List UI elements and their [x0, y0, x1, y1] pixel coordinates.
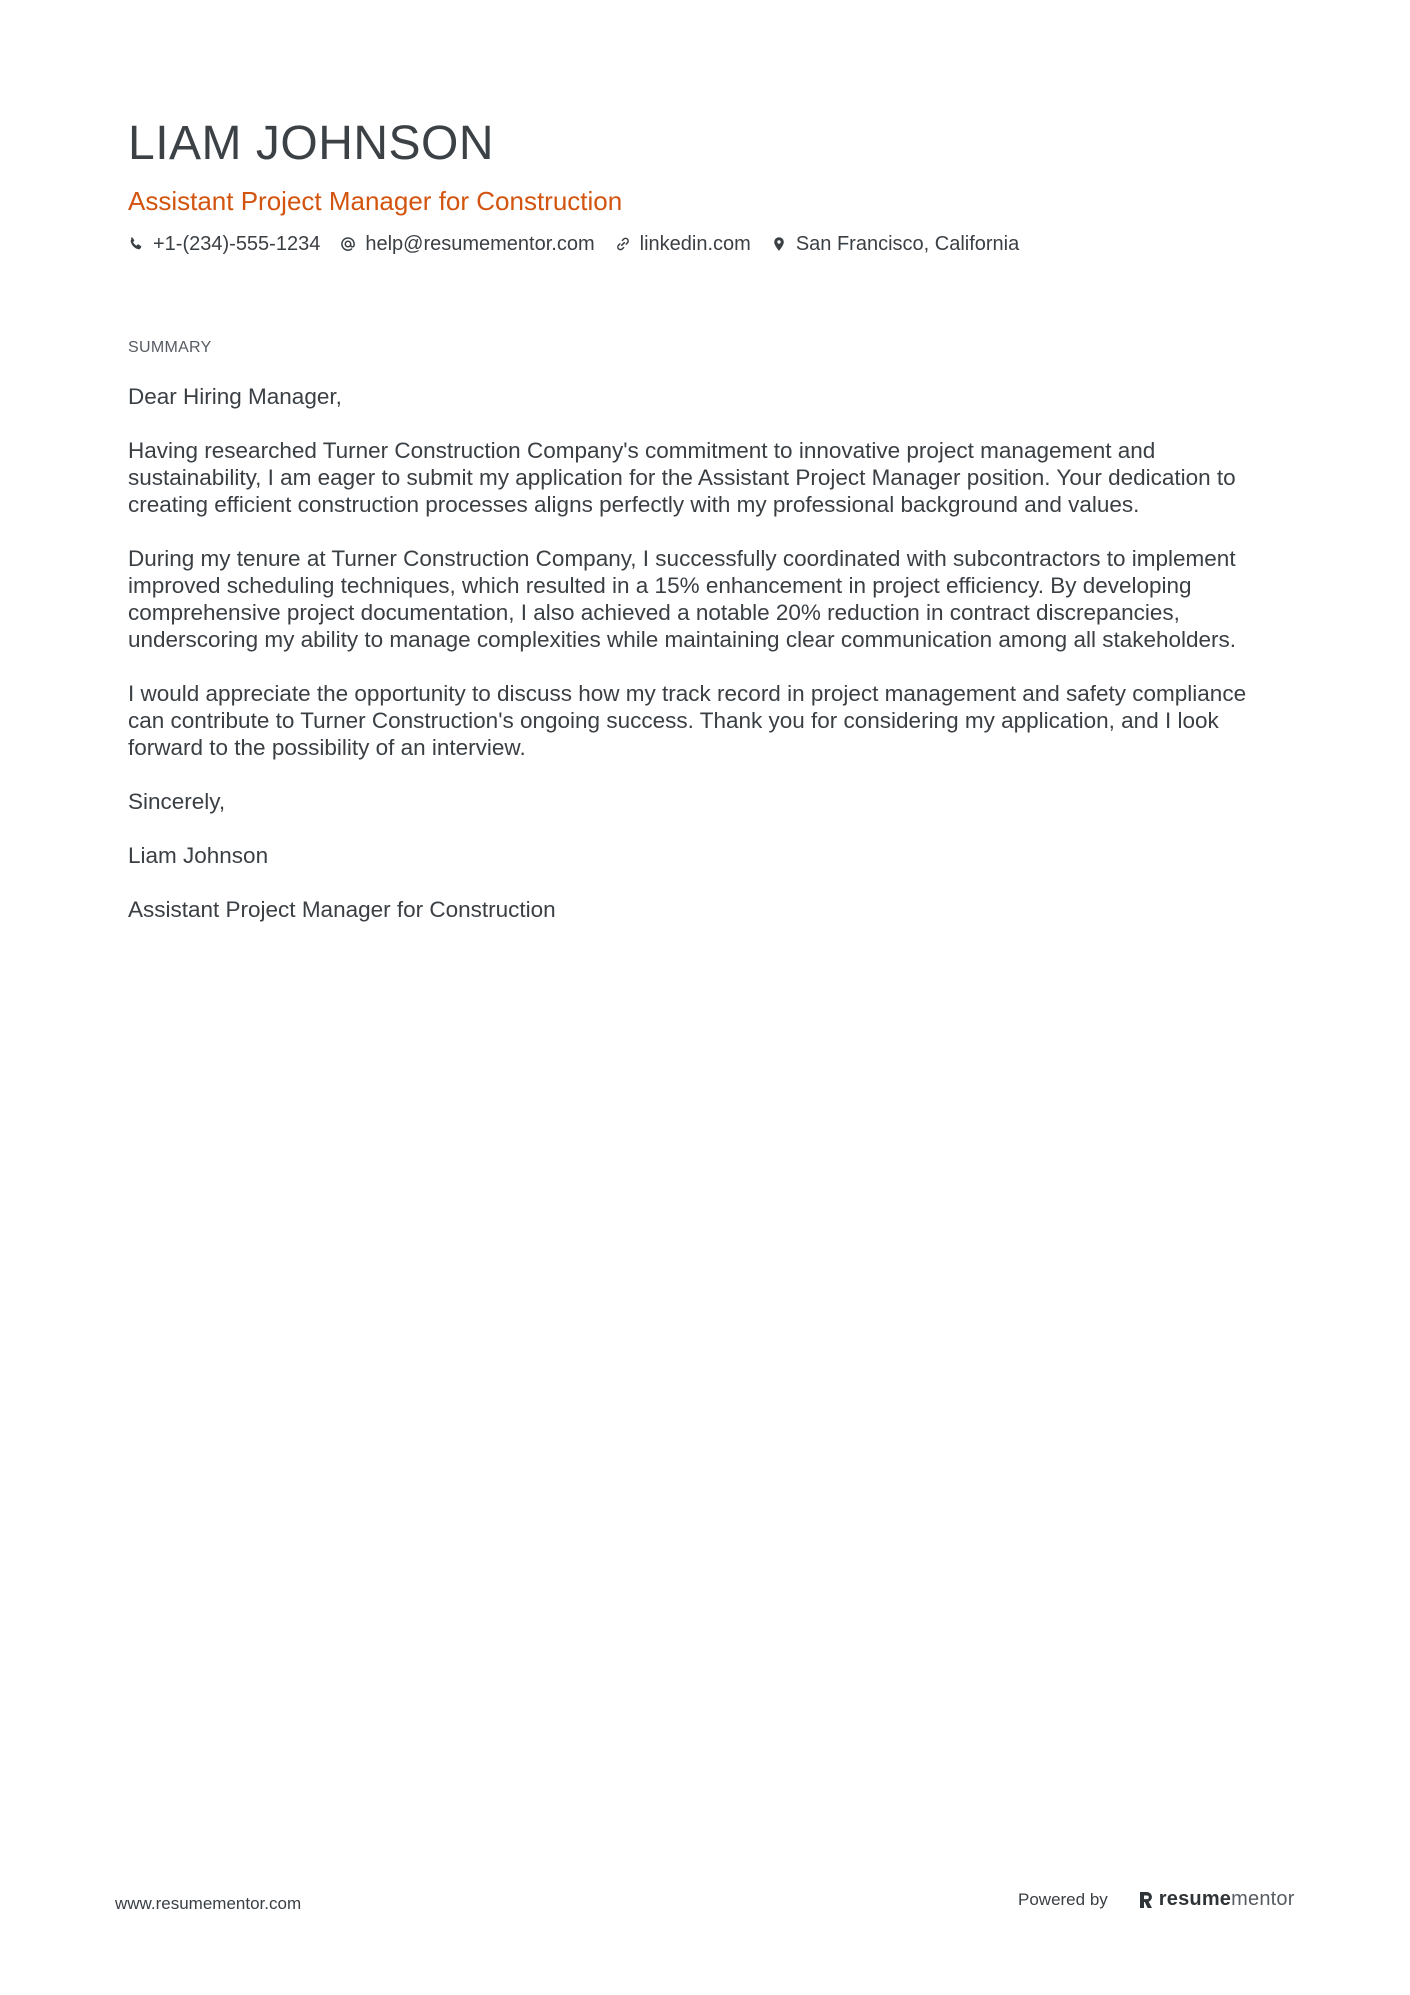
- contact-linkedin[interactable]: [615, 230, 751, 258]
- closing: Sincerely,: [128, 789, 226, 814]
- powered-by-label: Powered by: [1018, 1889, 1108, 1909]
- resumementor-logo[interactable]: [1138, 1888, 1295, 1911]
- link-icon: [615, 236, 631, 252]
- contact-email[interactable]: [340, 230, 594, 258]
- contact-location: [771, 230, 1019, 258]
- letter-body: [128, 383, 1278, 950]
- contact-phone-text: +1-(234)-555-1234: [153, 233, 321, 255]
- phone-icon: [128, 236, 144, 252]
- salutation: Dear Hiring Manager,: [128, 384, 342, 409]
- brand-wordmark-bold: resume: [1158, 1888, 1232, 1910]
- brand-wordmark: [1159, 1888, 1295, 1911]
- footer-website-link[interactable]: www.resumementor.com: [115, 1894, 302, 1913]
- at-icon: [340, 236, 356, 252]
- candidate-name: LIAM JOHNSON: [128, 117, 495, 170]
- job-title: Assistant Project Manager for Construction: [128, 186, 623, 216]
- header: [128, 112, 1288, 258]
- signature-name: Liam Johnson: [128, 843, 269, 868]
- contact-linkedin-text: linkedin.com: [639, 233, 751, 255]
- location-pin-icon: [771, 236, 787, 252]
- signature-title: Assistant Project Manager for Construction: [128, 897, 556, 922]
- letter-paragraph: Having researched Turner Construction Company's commitment to innovative project management and sustainability, I am eager to submit my application for the Assistant Project Manager position. Your dedication to creating efficient construction processes aligns perfectly with my professional background and values.: [128, 438, 1236, 517]
- footer-branding: [1018, 1888, 1295, 1911]
- contact-bar: [128, 230, 1288, 258]
- summary-heading: SUMMARY: [128, 339, 212, 356]
- contact-location-text: San Francisco, California: [795, 233, 1020, 255]
- contact-phone: [128, 230, 320, 258]
- brand-wordmark-light: mentor: [1231, 1888, 1295, 1910]
- resumementor-logo-icon: [1138, 1890, 1154, 1910]
- contact-email-text: help@resumementor.com: [365, 233, 595, 255]
- letter-paragraph: During my tenure at Turner Construction Company, I successfully coordinated with subcontractors to implement improved scheduling techniques, which resulted in a 15% enhancement in project efficiency. By developing comprehensive project documentation, I also achieved a notable 20% reduction in contract discrepancies, underscoring my ability to manage complexities while maintaining clear communication among all stakeholders.: [128, 546, 1237, 652]
- letter-paragraph: I would appreciate the opportunity to discuss how my track record in project management and safety compliance can contribute to Turner Construction's ongoing success. Thank you for considering my application, and I look forward to the possibility of an interview.: [128, 681, 1247, 760]
